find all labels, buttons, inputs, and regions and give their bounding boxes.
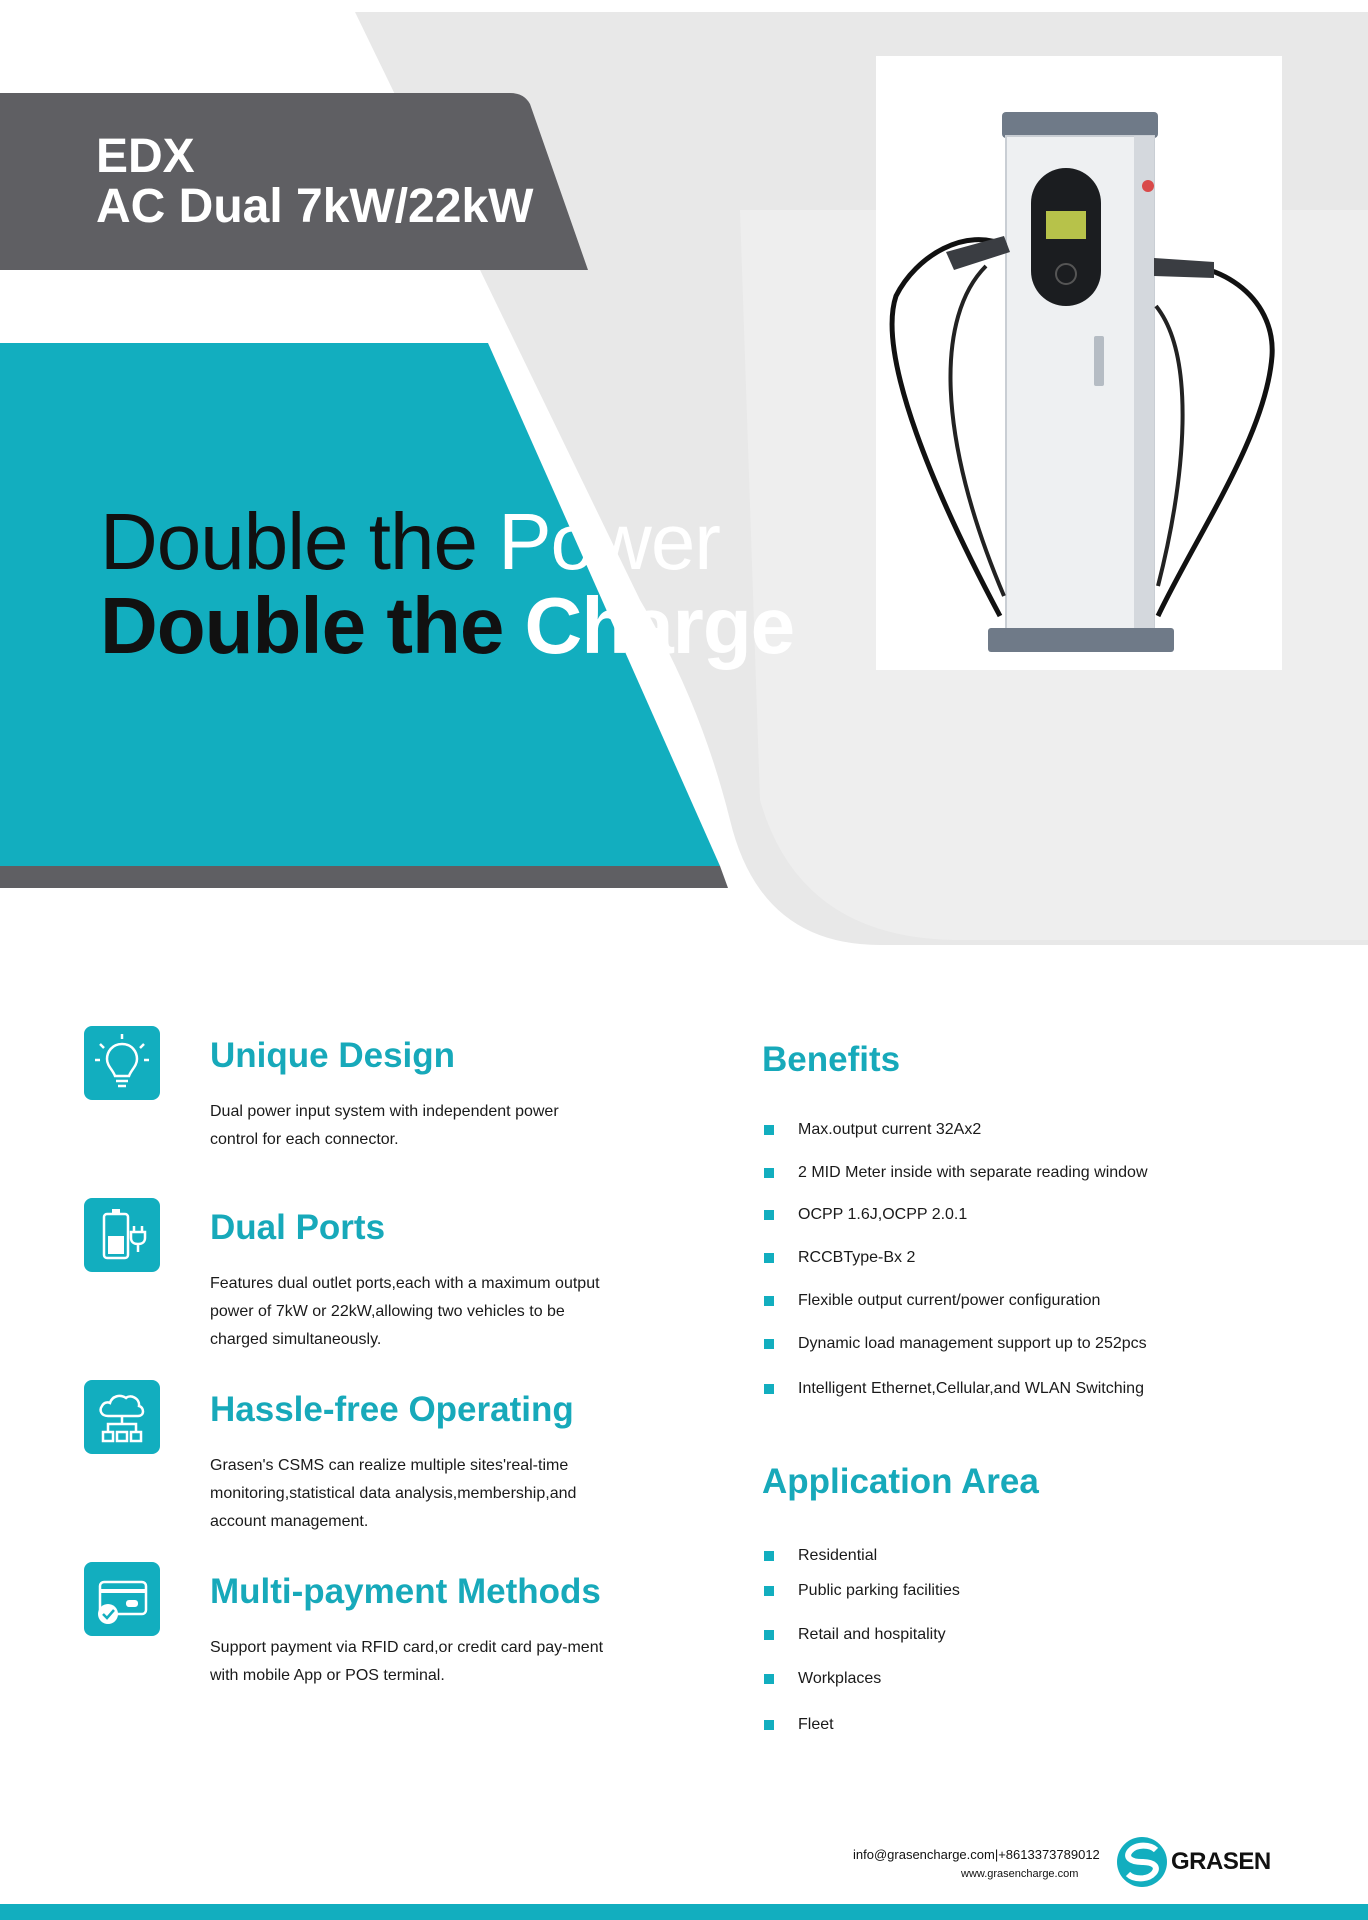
feature-description: Dual power input system with independent power control for each connector. <box>210 1103 559 1148</box>
slogan <box>100 497 795 670</box>
slogan-line-2-light: Charge <box>524 581 795 670</box>
ev-charger-illustration <box>876 56 1282 670</box>
bottom-bar <box>0 1904 1368 1920</box>
list-item: Dynamic load management support up to 252pcs <box>762 1335 1148 1353</box>
list-item: Flexible output current/power configuration <box>762 1292 1148 1310</box>
model-subtitle: AC Dual 7kW/22kW <box>96 180 534 233</box>
product-title <box>96 132 533 232</box>
lcd-screen <box>1046 211 1086 239</box>
application-list <box>762 1547 960 1734</box>
contact-info: info@grasencharge.com|+8613373789012 <box>853 1847 1100 1862</box>
right-cable <box>1156 264 1272 616</box>
benefits-title: Benefits <box>762 1040 901 1079</box>
feature-description: Features dual outlet ports,each with a maximum output power of 7kW or 22kW,allowing two vehicles to be charged simultaneously. <box>210 1275 600 1348</box>
slogan-line-1-dark: Double the <box>100 497 499 586</box>
feature-title: Multi-payment Methods <box>210 1572 601 1611</box>
feature-description: Grasen's CSMS can realize multiple sites'real-time monitoring,statistical data analysis,membership,and account management. <box>210 1457 577 1530</box>
left-cable-2 <box>950 266 1004 596</box>
model-name: EDX <box>96 130 195 183</box>
right-connector <box>1154 258 1214 278</box>
charger-side <box>1134 136 1154 636</box>
bullet-square <box>764 1630 774 1640</box>
list-item: RCCBType-Bx 2 <box>762 1249 1148 1267</box>
list-item: Retail and hospitality <box>762 1626 960 1644</box>
list-item: Workplaces <box>762 1670 960 1688</box>
list-item: Fleet <box>762 1716 960 1734</box>
bullet-square <box>764 1720 774 1730</box>
list-item: OCPP 1.6J,OCPP 2.0.1 <box>762 1206 1148 1224</box>
bullet-square <box>764 1210 774 1220</box>
slogan-line-2-dark: Double the <box>100 581 525 670</box>
list-item: Residential <box>762 1547 960 1565</box>
bullet-square <box>764 1551 774 1561</box>
list-item: Max.output current 32Ax2 <box>762 1121 1148 1139</box>
feature-title: Unique Design <box>210 1036 456 1075</box>
feature-title: Dual Ports <box>210 1208 386 1247</box>
lightbulb-icon <box>84 1026 160 1100</box>
website-url: www.grasencharge.com <box>961 1868 1079 1880</box>
gray-stripe <box>0 866 728 888</box>
grasen-logo-icon <box>1116 1836 1168 1888</box>
bullet-square <box>764 1674 774 1684</box>
bullet-square <box>764 1384 774 1394</box>
list-item: Intelligent Ethernet,Cellular,and WLAN Switching <box>762 1380 1148 1398</box>
bullet-square <box>764 1586 774 1596</box>
charger-base <box>988 628 1174 652</box>
brand-name: GRASEN <box>1171 1848 1271 1875</box>
benefits-list <box>762 1121 1148 1398</box>
bullet-square <box>764 1339 774 1349</box>
slogan-line-1 <box>100 497 794 586</box>
slogan-line-1-light: Power <box>498 497 720 586</box>
feature-description: Support payment via RFID card,or credit card pay-ment with mobile App or POS terminal. <box>210 1639 604 1684</box>
bullet-square <box>764 1253 774 1263</box>
bullet-square <box>764 1125 774 1135</box>
feature-title: Hassle-free Operating <box>210 1390 574 1429</box>
bullet-square <box>764 1168 774 1178</box>
list-item: Public parking facilities <box>762 1582 960 1600</box>
payment-card-icon <box>84 1562 160 1636</box>
right-cable-2 <box>1156 306 1183 586</box>
charger-top-cap <box>1002 112 1158 138</box>
product-image <box>876 56 1282 670</box>
bullet-square <box>764 1296 774 1306</box>
list-item: 2 MID Meter inside with separate reading window <box>762 1164 1148 1182</box>
battery-plug-icon <box>84 1198 160 1272</box>
cloud-network-icon <box>84 1380 160 1454</box>
application-title: Application Area <box>762 1462 1039 1501</box>
slogan-line-2 <box>100 581 795 670</box>
emergency-button <box>1142 180 1154 192</box>
door-handle <box>1094 336 1104 386</box>
